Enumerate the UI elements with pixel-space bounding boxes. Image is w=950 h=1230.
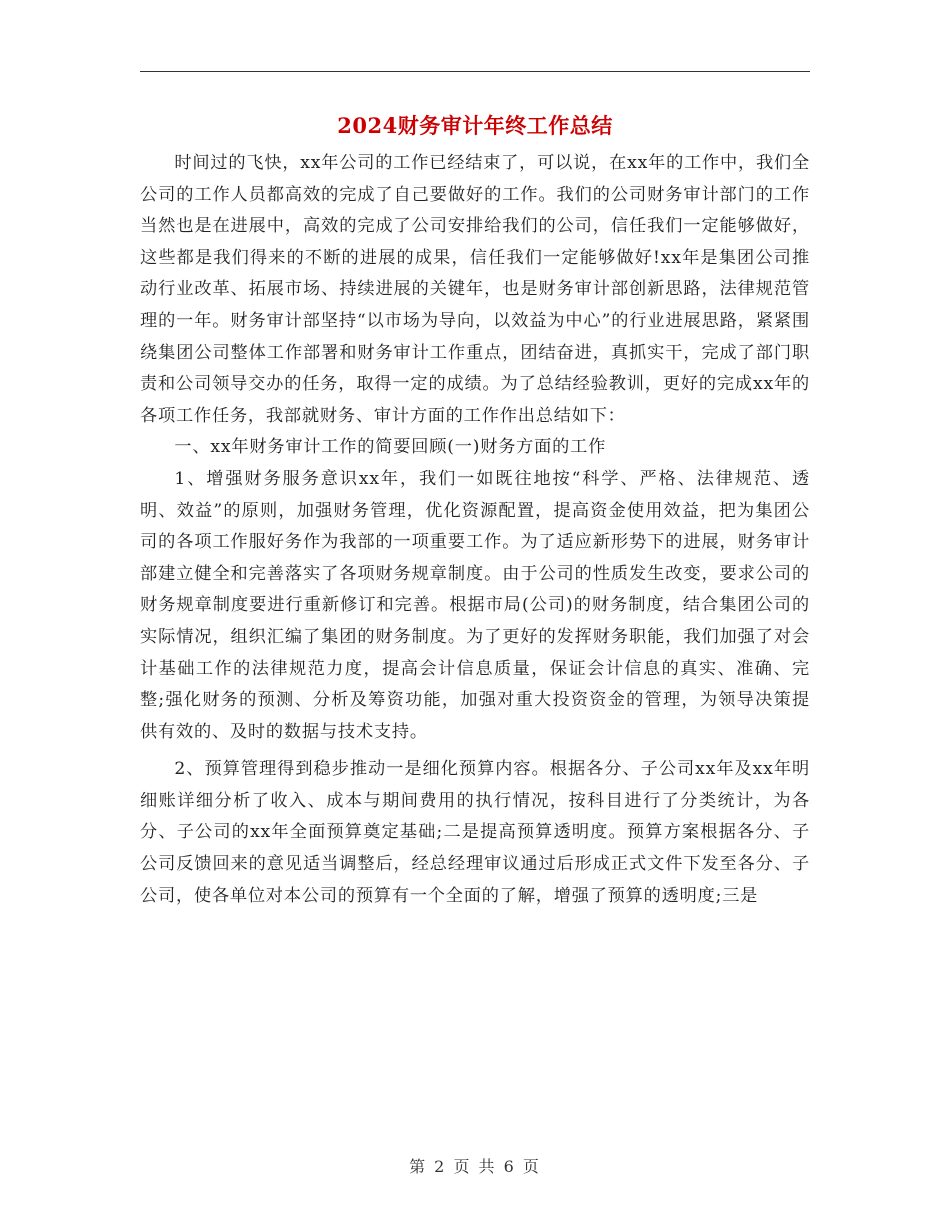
paragraph-budget-management: 2、预算管理得到稳步推动一是细化预算内容。根据各分、子公司xx年及xx年明细账详细分析了收入、成本与期间费用的执行情况，按科目进行了分类统计，为各分、子公司的xx年全面预算奠定基础;二是提高预算透明度。预算方案根据各分、子公司反馈回来的意见适当调整后，经总经理审议通过后形成正式文件下发至各分、子公司，使各单位对本公司的预算有一个全面的了解，增强了预算的透明度;三是: [140, 759, 810, 906]
paragraph-intro: 时间过的飞快，xx年公司的工作已经结束了，可以说，在xx年的工作中，我们全公司的工作人员都高效的完成了自己要做好的工作。我们的公司财务审计部门的工作当然也是在进展中，高效的完成了公司安排给我们的公司，信任我们一定能够做好，这些都是我们得来的不断的进展的成果，信任我们一定能够做好!xx年是集团公司推动行业改革、拓展市场、持续进展的关键年，也是财务审计部创新思路，法律规范管理的一年。财务审计部坚持“以市场为导向，以效益为中心”的行业进展思路，紧紧围绕集团公司整体工作部署和财务审计工作重点，团结奋进，真抓实干，完成了部门职责和公司领导交办的任务，取得一定的成绩。为了总结经验教训，更好的完成xx年的各项工作任务，我部就财务、审计方面的工作作出总结如下：: [140, 153, 810, 426]
paragraph-finance-service: 1、增强财务服务意识xx年，我们一如既往地按“科学、严格、法律规范、透明、效益”的原则，加强财务管理，优化资源配置，提高资金使用效益，把为集团公司的各项工作服好务作为我部的一项重要工作。为了适应新形势下的进展，财务审计部建立健全和完善落实了各项财务规章制度。由于公司的性质发生改变，要求公司的财务规章制度要进行重新修订和完善。根据市局(公司)的财务制度，结合集团公司的实际情况，组织汇编了集团的财务制度。为了更好的发挥财务职能，我们加强了对会计基础工作的法律规范力度，提高会计信息质量，保证会计信息的真实、准确、完整;强化财务的预测、分析及筹资功能，加强对重大投资资金的管理，为领导决策提供有效的、及时的数据与技术支持。: [140, 468, 810, 742]
header-rule: [140, 71, 810, 72]
page-number-footer: 第 2 页 共 6 页: [409, 1157, 541, 1176]
document-title: 2024财务审计年终工作总结: [337, 113, 613, 138]
paragraph-section-heading: 一、xx年财务审计工作的简要回顾(一)财务方面的工作: [174, 437, 607, 458]
document-body: [140, 148, 810, 912]
